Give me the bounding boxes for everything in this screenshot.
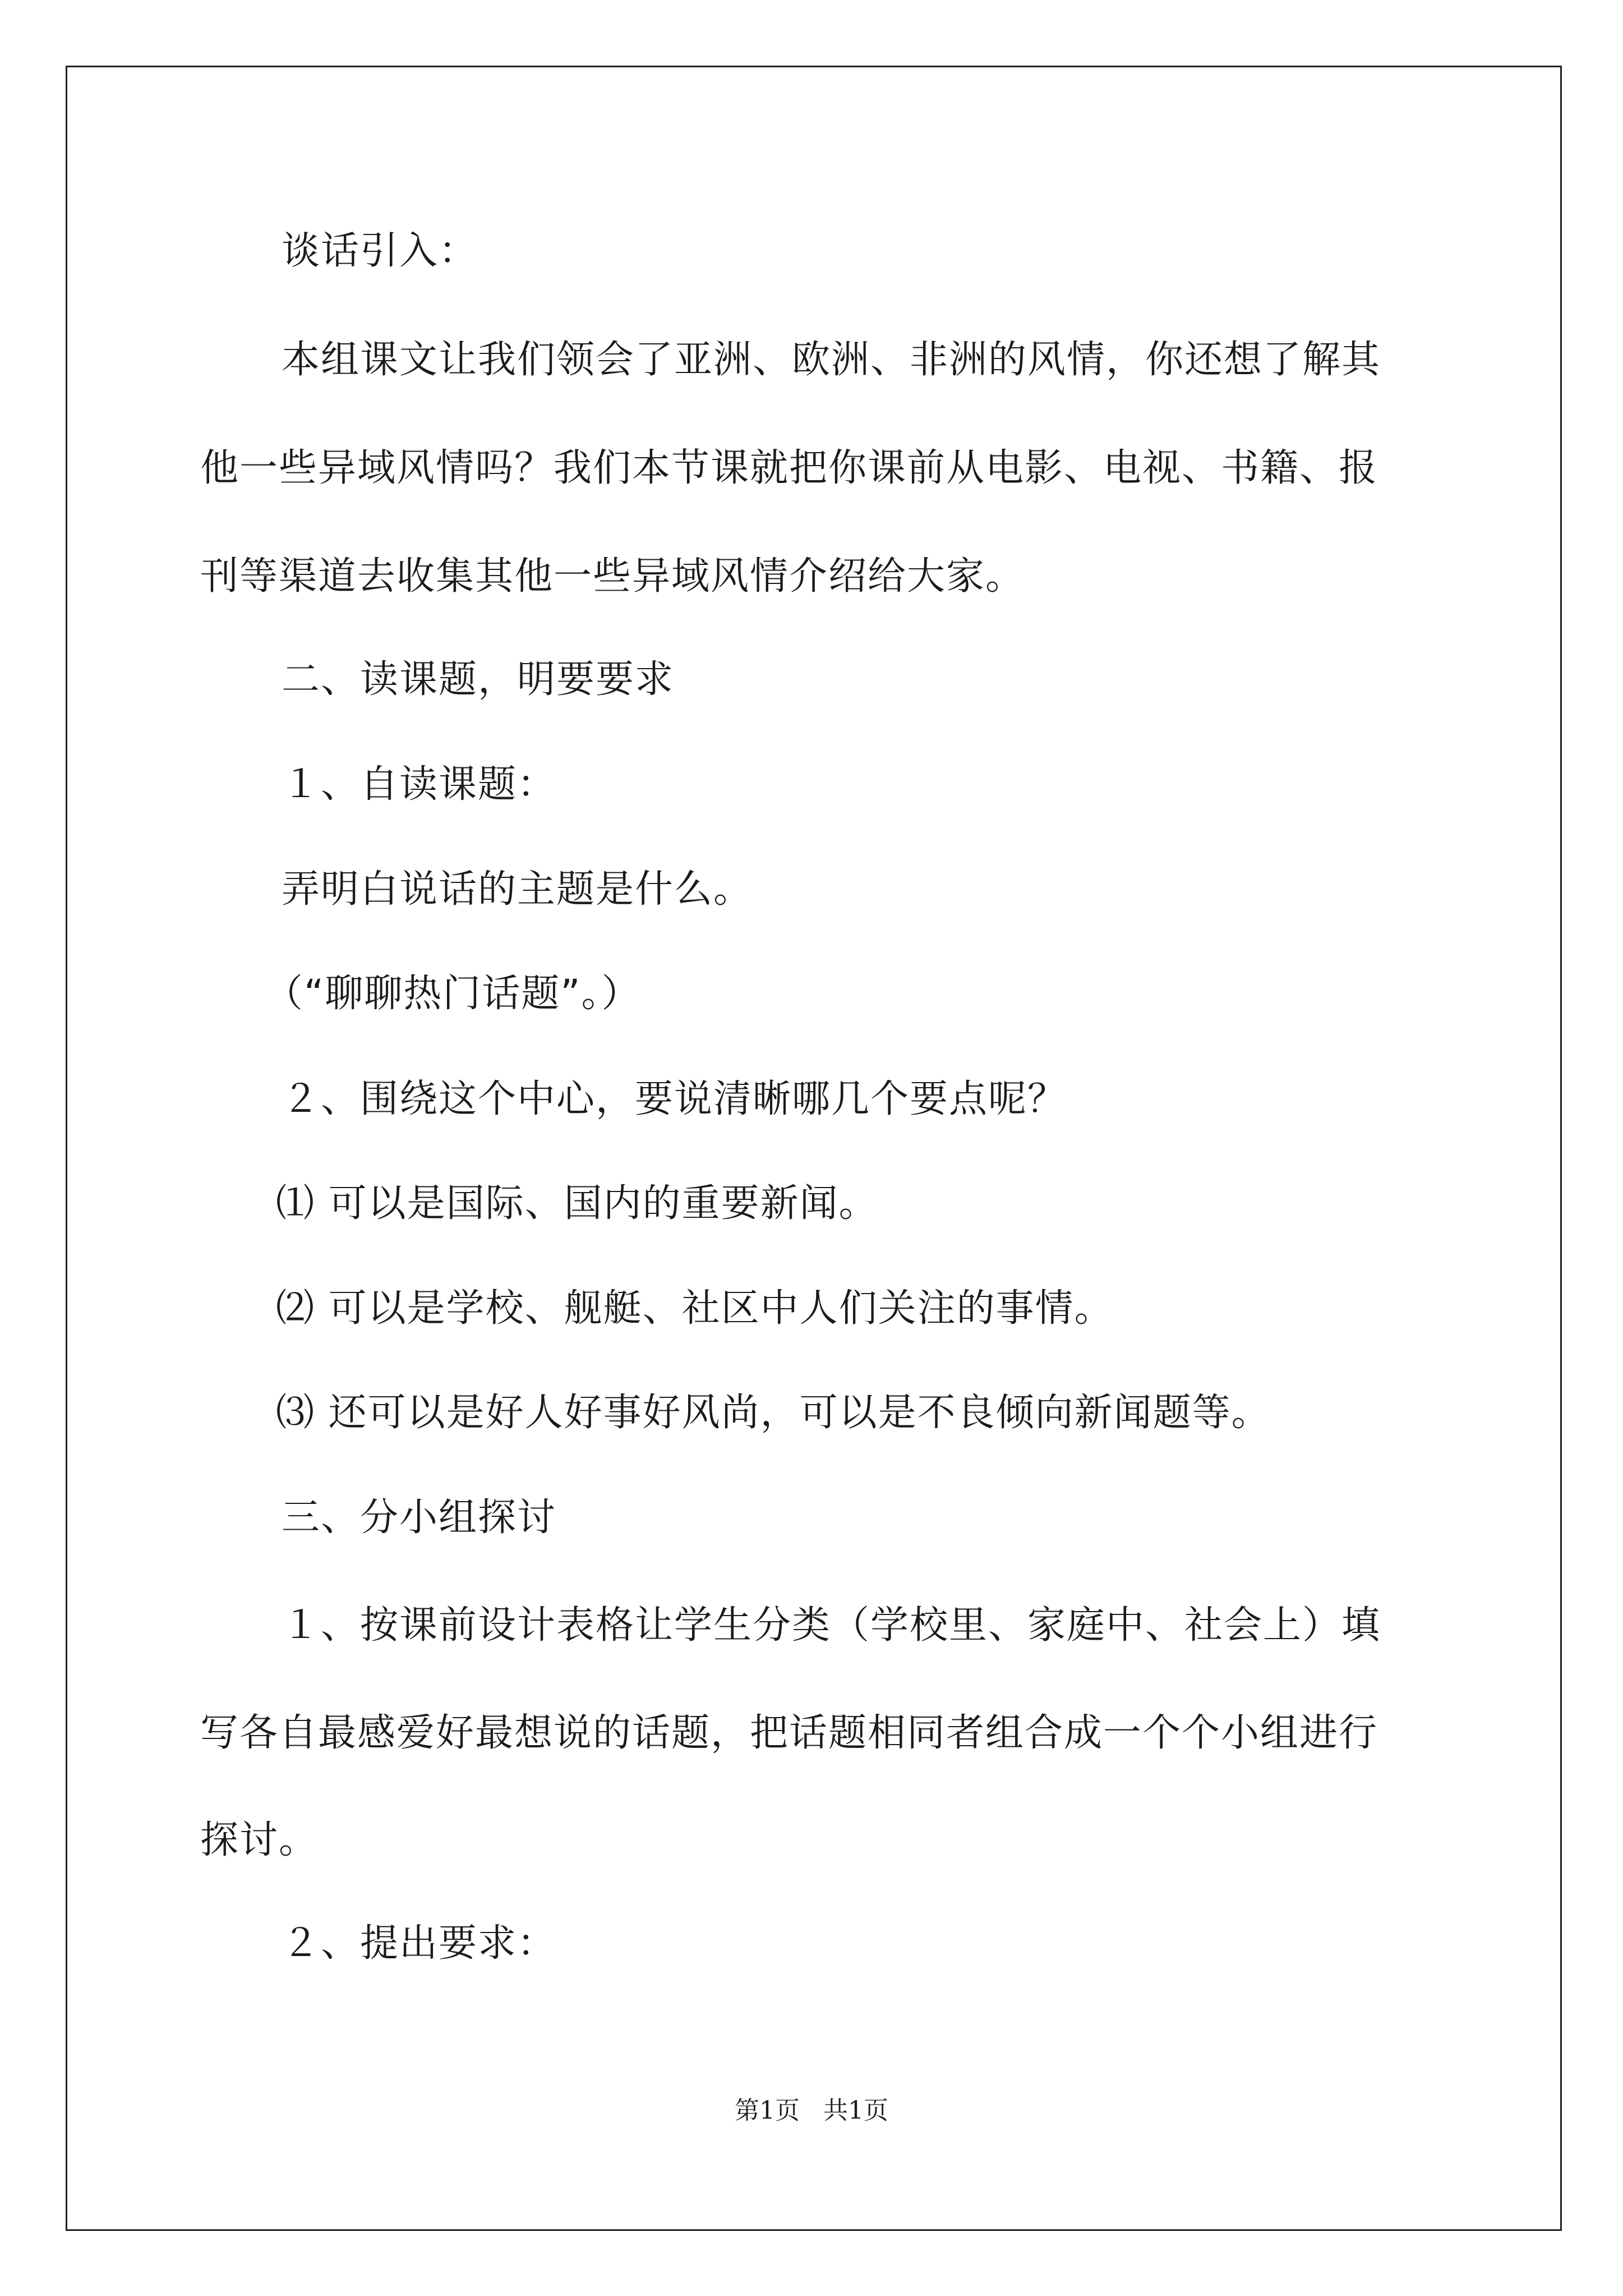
- paragraph-text-line: １、按课前设计表格让学生分类（学校里、家庭中、社会上）填: [282, 1603, 1381, 1648]
- page-border: [66, 66, 1562, 2231]
- paragraph-text-line: １、自读课题：: [282, 762, 557, 807]
- paragraph-text-line: 写各自最感爱好最想说的话题，把话题相同者组合成一个个小组进行: [200, 1711, 1378, 1755]
- paragraph-text-line: 探讨。: [200, 1818, 319, 1862]
- paragraph-intro-heading: 谈话引入：: [282, 229, 478, 273]
- paragraph-text-line: 刊等渠道去收集其他一些异域风情介绍给大家。: [200, 554, 1025, 599]
- paragraph-text-line: 本组课文让我们领会了亚洲、欧洲、非洲的风情，你还想了解其: [282, 338, 1381, 382]
- list-item: ⑵ 可以是学校、舰艇、社区中人们关注的事情。: [276, 1286, 1114, 1331]
- paragraph-text-line: 弄明白说话的主题是什么。: [282, 867, 753, 912]
- list-item: ⑶ 还可以是好人好事好风尚，可以是不良倾向新闻题等。: [276, 1391, 1271, 1435]
- section-heading: 三、分小组探讨: [282, 1496, 557, 1540]
- paragraph-text-line: 他一些异域风情吗？我们本节课就把你课前从电影、电视、书籍、报: [200, 446, 1378, 490]
- paragraph-text-line: （“聊聊热门话题”。）: [265, 972, 641, 1016]
- page-footer: 第1页 共1页: [735, 2096, 888, 2125]
- paragraph-text-line: ２、围绕这个中心，要说清晰哪几个要点呢？: [282, 1077, 1067, 1121]
- list-item: ⑴ 可以是国际、国内的重要新闻。: [276, 1181, 878, 1226]
- section-heading: 二、读课题，明要要求: [282, 657, 675, 702]
- paragraph-text-line: ２、提出要求：: [282, 1921, 557, 1966]
